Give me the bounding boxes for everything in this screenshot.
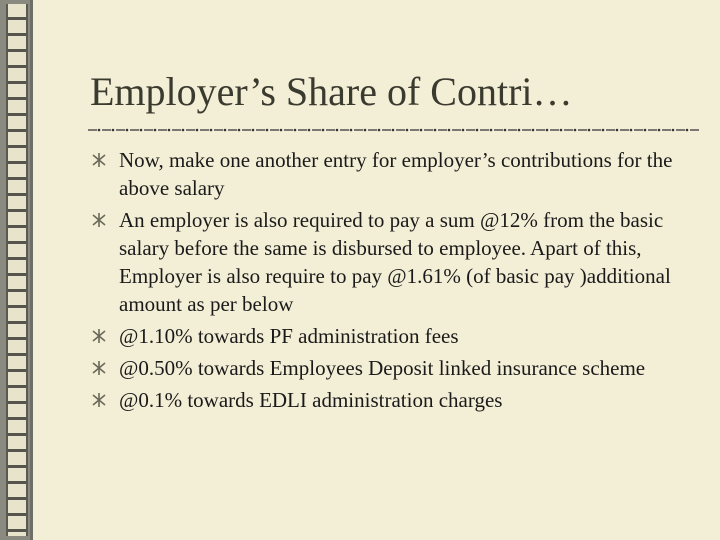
asterisk-bullet-icon <box>92 329 106 343</box>
rule-dot <box>266 129 269 132</box>
bullet-text: Now, make one another entry for employer’s contributions for the above salary <box>119 148 673 200</box>
rule-dot <box>364 129 367 132</box>
bullet-list <box>92 146 702 418</box>
rule-dot <box>336 129 339 132</box>
rule-dot <box>476 129 479 132</box>
rule-dot <box>392 129 395 132</box>
rule-dot <box>322 129 325 132</box>
notebook-binding <box>0 0 33 540</box>
rule-dot <box>588 129 591 132</box>
rule-dot <box>532 129 535 132</box>
rule-dot <box>350 129 353 132</box>
binding-stitches <box>6 4 28 536</box>
rule-dot <box>434 129 437 132</box>
rule-dot <box>154 129 157 132</box>
rule-dot <box>168 129 171 132</box>
asterisk-bullet-icon <box>92 153 106 167</box>
rule-dot <box>406 129 409 132</box>
bullet-text: @0.50% towards Employees Deposit linked insurance scheme <box>119 356 646 380</box>
rule-dot <box>560 129 563 132</box>
rule-dot <box>126 129 129 132</box>
rule-dot <box>420 129 423 132</box>
title-divider <box>88 127 700 133</box>
bullet-text: @0.1% towards EDLI administration charges <box>119 388 503 412</box>
rule-dot <box>140 129 143 132</box>
rule-dot <box>574 129 577 132</box>
rule-dot <box>112 129 115 132</box>
bullet-item <box>92 206 702 318</box>
bullet-item <box>92 354 702 382</box>
bullet-item <box>92 322 702 350</box>
rule-dot <box>518 129 521 132</box>
rule-dot <box>294 129 297 132</box>
rule-dot <box>378 129 381 132</box>
rule-dot <box>658 129 661 132</box>
rule-dot <box>252 129 255 132</box>
slide-title: Employer’s Share of Contri… <box>90 69 573 114</box>
rule-dot <box>280 129 283 132</box>
rule-dot <box>616 129 619 132</box>
bullet-item <box>92 146 702 202</box>
rule-dot <box>686 129 689 132</box>
rule-dot <box>630 129 633 132</box>
rule-dot <box>546 129 549 132</box>
rule-dot <box>644 129 647 132</box>
rule-dot <box>224 129 227 132</box>
rule-dot <box>98 129 101 132</box>
rule-dot <box>196 129 199 132</box>
bullet-text: An employer is also required to pay a sum @12% from the basic salary before the same is disbursed to employee. Apart of this, Employer is also require to pay @1.61% (of basic pay )additional amount as per below <box>119 208 671 316</box>
rule-dot <box>602 129 605 132</box>
rule-dot <box>462 129 465 132</box>
asterisk-bullet-icon <box>92 213 106 227</box>
rule-dot <box>182 129 185 132</box>
bullet-text: @1.10% towards PF administration fees <box>119 324 459 348</box>
rule-dot <box>490 129 493 132</box>
rule-dot <box>308 129 311 132</box>
rule-dot <box>210 129 213 132</box>
bullet-item <box>92 386 702 414</box>
rule-dot <box>672 129 675 132</box>
rule-dot <box>504 129 507 132</box>
asterisk-bullet-icon <box>92 393 106 407</box>
asterisk-bullet-icon <box>92 361 106 375</box>
rule-dot <box>238 129 241 132</box>
rule-dot <box>448 129 451 132</box>
